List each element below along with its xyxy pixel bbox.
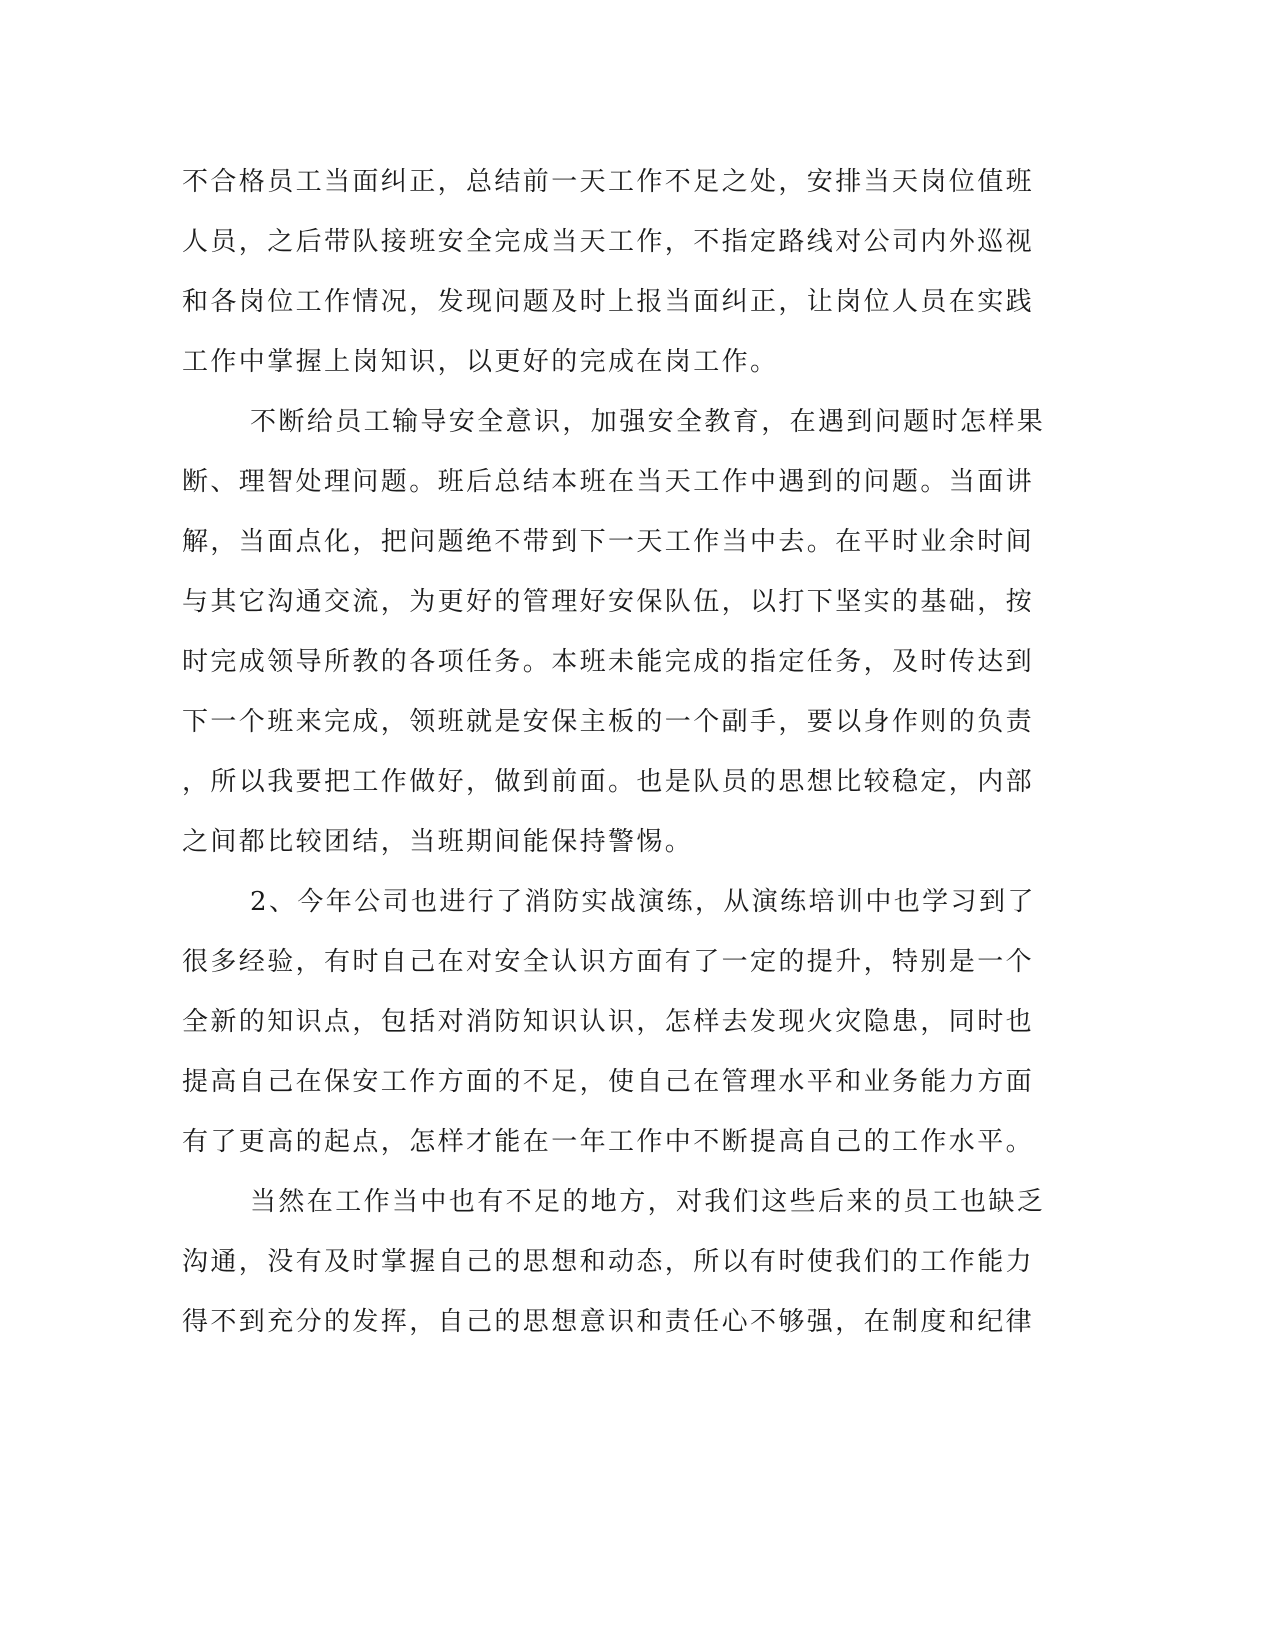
paragraph-3-line-1: 2、今年公司也进行了消防实战演练，从演练培训中也学习到了 xyxy=(250,887,1036,917)
paragraph-2-line-3: 解，当面点化，把问题绝不带到下一天工作当中去。在平时业余时间 xyxy=(182,527,1035,557)
paragraph-1-line-4: 工作中掌握上岗知识，以更好的完成在岗工作。 xyxy=(182,347,779,377)
paragraph-2-line-6: 下一个班来完成，领班就是安保主板的一个副手，要以身作则的负责 xyxy=(182,707,1035,737)
paragraph-1-line-3: 和各岗位工作情况，发现问题及时上报当面纠正，让岗位人员在实践 xyxy=(182,287,1035,317)
paragraph-3-line-3: 全新的知识点，包括对消防知识认识，怎样去发现火灾隐患，同时也 xyxy=(182,1007,1035,1037)
paragraph-1-line-2: 人员，之后带队接班安全完成当天工作，不指定路线对公司内外巡视 xyxy=(182,227,1035,257)
paragraph-2-line-1: 不断给员工输导安全意识，加强安全教育，在遇到问题时怎样果 xyxy=(250,407,1046,437)
paragraph-2-line-5: 时完成领导所教的各项任务。本班未能完成的指定任务，及时传达到 xyxy=(182,647,1035,677)
paragraph-3-line-2: 很多经验，有时自己在对安全认识方面有了一定的提升，特别是一个 xyxy=(182,947,1035,977)
paragraph-2-line-8: 之间都比较团结，当班期间能保持警惕。 xyxy=(182,827,694,857)
paragraph-4-line-3: 得不到充分的发挥，自己的思想意识和责任心不够强，在制度和纪律 xyxy=(182,1307,1035,1337)
paragraph-2-line-4: 与其它沟通交流，为更好的管理好安保队伍，以打下坚实的基础，按 xyxy=(182,587,1035,617)
paragraph-2-line-7: ，所以我要把工作做好，做到前面。也是队员的思想比较稳定，内部 xyxy=(182,767,1035,797)
paragraph-2-line-2: 断、理智处理问题。班后总结本班在当天工作中遇到的问题。当面讲 xyxy=(182,467,1035,497)
paragraph-1-line-1: 不合格员工当面纠正，总结前一天工作不足之处，安排当天岗位值班 xyxy=(182,167,1035,197)
paragraph-3-line-4: 提高自己在保安工作方面的不足，使自己在管理水平和业务能力方面 xyxy=(182,1067,1035,1097)
paragraph-3-line-5: 有了更高的起点，怎样才能在一年工作中不断提高自己的工作水平。 xyxy=(182,1127,1035,1157)
paragraph-4-line-1: 当然在工作当中也有不足的地方，对我们这些后来的员工也缺乏 xyxy=(250,1187,1046,1217)
paragraph-4-line-2: 沟通，没有及时掌握自己的思想和动态，所以有时使我们的工作能力 xyxy=(182,1247,1035,1277)
document-body xyxy=(182,152,1046,1352)
